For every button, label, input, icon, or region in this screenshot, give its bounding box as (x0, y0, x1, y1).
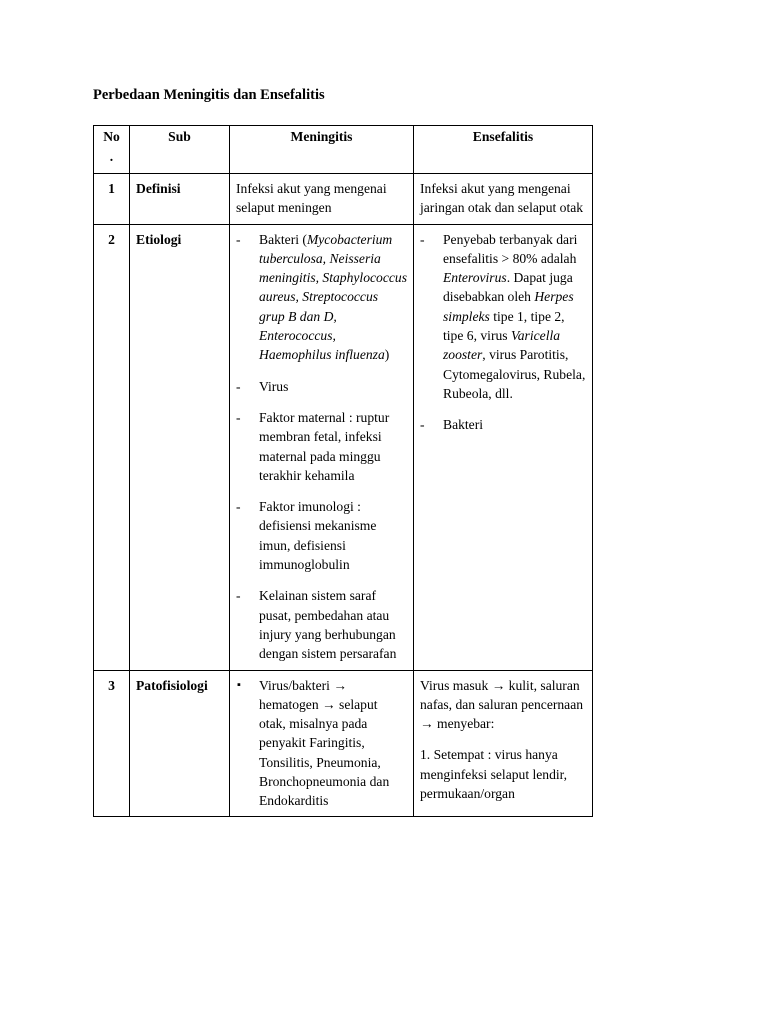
header-sub: Sub (130, 126, 230, 174)
list-item-text: Faktor imunologi : defisiensi mekanisme imun, defisiensi immunoglobulin (259, 499, 377, 573)
row-subject: Definisi (130, 174, 230, 225)
row-subject: Etiologi (130, 224, 230, 670)
dash-bullet-icon: - (420, 231, 425, 247)
paragraph-text: Virus masuk (420, 677, 492, 693)
list-item-text: ) (384, 347, 390, 363)
dash-bullet-icon: - (236, 378, 241, 394)
arrow-right-icon: → (333, 677, 347, 693)
list-item-text: Virus/bakteri (259, 677, 334, 693)
dash-bullet-icon: - (236, 499, 241, 515)
list-item-text: tipe 1, tipe 2, tipe 6, virus (443, 308, 565, 344)
table-header-row (94, 126, 593, 174)
dash-bullet-icon: - (420, 417, 425, 433)
paragraph-text: menyebar: (433, 716, 495, 732)
table-row (94, 224, 593, 670)
table-row (94, 670, 593, 816)
list-item-text: selaput otak, misalnya pada penyakit Faringitis, Tonsilitis, Pneumonia, Bronchopneumonia dan Endokarditis (259, 696, 390, 809)
list-item-italic: Mycobacterium tuberculosa, Neisseria meningitis, Staphylococcus aureus, Streptococcus grup B dan D, Enterococcus, Haemophilus influenza (259, 231, 407, 363)
list-item-text: hematogen (259, 696, 323, 712)
list-item (236, 586, 407, 663)
ensefalitis-etiology (414, 224, 593, 670)
row-number: 1 (94, 174, 130, 225)
ensefalitis-definition: Infeksi akut yang mengenai jaringan otak dan selaput otak (414, 174, 593, 225)
list-item (420, 415, 586, 434)
document-title: Perbedaan Meningitis dan Ensefalitis (93, 87, 325, 103)
list-item (236, 676, 407, 810)
list-item-text: Penyebab terbanyak dari ensefalitis > 80% adalah (443, 231, 578, 266)
list-item-text: Kelainan sistem saraf pusat, pembedahan atau injury yang berhubungan dengan sistem persarafan (259, 588, 397, 662)
list-item-text: Virus (259, 378, 289, 394)
comparison-table (93, 125, 593, 817)
etiology-list (236, 230, 407, 664)
arrow-right-icon: → (322, 696, 336, 712)
paragraph-text: kulit, saluran nafas, dan saluran pencernaan (420, 677, 584, 712)
list-item-text: . Dapat juga disebabkan oleh (443, 270, 573, 305)
paragraph: 1. Setempat : virus hanya menginfeksi selaput lendir, permukaan/organ (420, 747, 568, 802)
etiology-list (420, 230, 586, 435)
pathophysiology-list (236, 676, 407, 810)
list-item-text: Bakteri ( (259, 231, 307, 247)
dash-bullet-icon: - (236, 588, 241, 604)
row-number: 3 (94, 670, 130, 816)
arrow-right-icon: → (491, 677, 506, 693)
paragraph (420, 676, 586, 734)
meningitis-pathophysiology (230, 670, 414, 816)
list-item-italic: Varicella zooster (443, 328, 561, 363)
list-item-italic: Enterovirus (443, 270, 507, 286)
row-number: 2 (94, 224, 130, 670)
meningitis-etiology (230, 224, 414, 670)
list-item (236, 408, 407, 485)
dash-bullet-icon: - (236, 409, 241, 425)
square-bullet-icon: ▪ (237, 678, 241, 691)
list-item (236, 497, 407, 574)
dash-bullet-icon: - (236, 231, 241, 247)
arrow-right-icon: → (420, 716, 434, 732)
meningitis-definition: Infeksi akut yang mengenai selaput meningen (230, 174, 414, 225)
list-item-italic: Herpes simpleks (443, 289, 574, 324)
row-subject: Patofisiologi (130, 670, 230, 816)
list-item (236, 230, 407, 365)
header-no: No . (94, 126, 130, 174)
ensefalitis-pathophysiology (414, 670, 593, 816)
list-item (236, 377, 407, 396)
list-item (420, 230, 586, 404)
list-item-text: , virus Parotitis, Cytomegalovirus, Rubela, Rubeola, dll. (443, 347, 586, 401)
list-item-text: Faktor maternal : ruptur membran fetal, infeksi maternal pada minggu terakhir kehamila (259, 409, 390, 483)
header-ensefalitis: Ensefalitis (414, 126, 593, 174)
list-item-text: Bakteri (443, 417, 484, 433)
table-row (94, 174, 593, 225)
header-meningitis: Meningitis (230, 126, 414, 174)
